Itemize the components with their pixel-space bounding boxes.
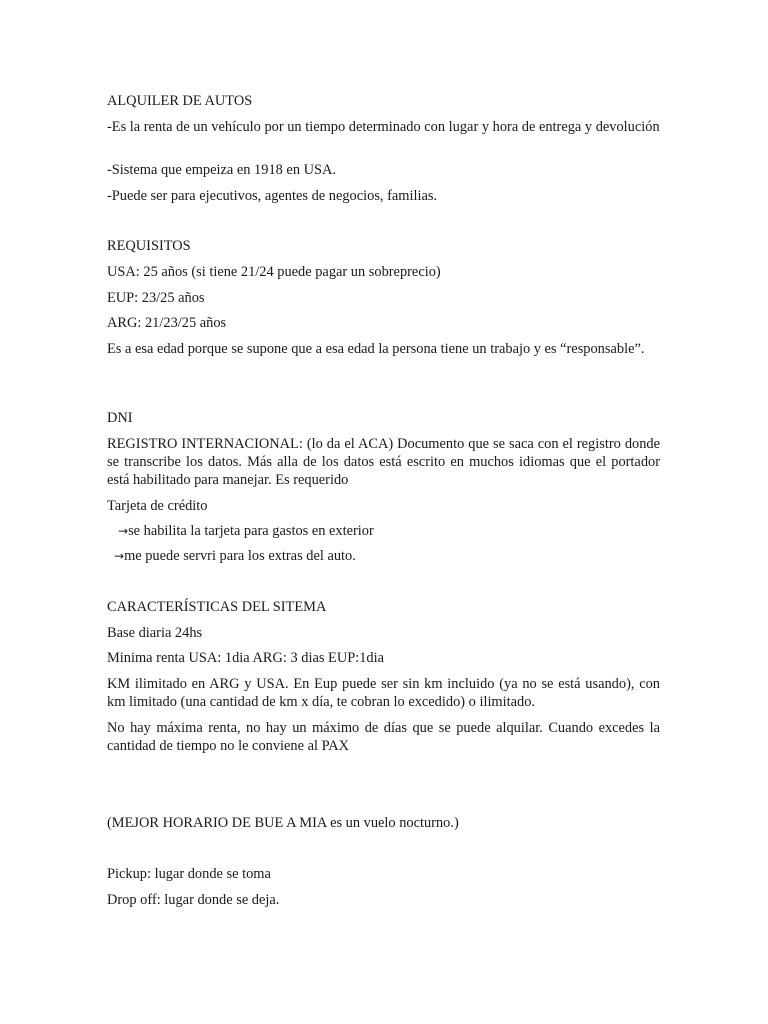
caracteristica-minima: Minima renta USA: 1dia ARG: 3 dias EUP:1dia [107, 650, 384, 666]
requisito-nota: Es a esa edad porque se supone que a esa edad la persona tiene un trabajo y es “responsable”. [107, 341, 645, 357]
note-mejor-horario: (MEJOR HORARIO DE BUE A MIA es un vuelo nocturno.) [107, 815, 459, 831]
paragraph-renta: -Es la renta de un vehículo por un tiempo determinado con lugar y hora de entrega y devolución [107, 119, 660, 135]
section-title-caracteristicas: CARACTERÍSTICAS DEL SITEMA [107, 599, 327, 615]
tarjeta-item-label: me puede servri para los extras del auto. [124, 548, 356, 564]
paragraph-registro: REGISTRO INTERNACIONAL: (lo da el ACA) Documento que se saca con el registro donde se transcribe los datos. Más alla de los datos está escrito en muchos idiomas que el portador está habilitado para manejar. Es requerido [107, 436, 660, 488]
definition-dropoff: Drop off: lugar donde se deja. [107, 892, 280, 908]
requisito-usa: USA: 25 años (si tiene 21/24 puede pagar un sobreprecio) [107, 264, 441, 280]
paragraph-ejecutivos: -Puede ser para ejecutivos, agentes de negocios, familias. [107, 188, 438, 204]
tarjeta-heading: Tarjeta de crédito [107, 498, 208, 514]
section-title-dni: DNI [107, 410, 133, 426]
paragraph-sistema: -Sistema que empeiza en 1918 en USA. [107, 162, 336, 178]
definition-pickup: Pickup: lugar donde se toma [107, 866, 271, 882]
tarjeta-item-extras [114, 547, 667, 565]
tarjeta-item-label: se habilita la tarjeta para gastos en exterior [128, 523, 374, 539]
requisito-eup: EUP: 23/25 años [107, 290, 205, 306]
arrow-right-icon: → [118, 524, 129, 538]
caracteristica-base: Base diaria 24hs [107, 625, 203, 641]
section-title-requisitos: REQUISITOS [107, 238, 191, 254]
arrow-right-icon: → [114, 549, 125, 563]
section-title-alquiler: ALQUILER DE AUTOS [107, 93, 253, 109]
tarjeta-item-exterior [118, 522, 671, 540]
requisito-arg: ARG: 21/23/25 años [107, 315, 227, 331]
caracteristica-maxima: No hay máxima renta, no hay un máximo de días que se puede alquilar. Cuando excedes la cantidad de tiempo no le conviene al PAX [107, 720, 660, 754]
caracteristica-km: KM ilimitado en ARG y USA. En Eup puede ser sin km incluido (ya no se está usando), con km limitado (una cantidad de km x día, te cobran lo excedido) o ilimitado. [107, 676, 660, 710]
